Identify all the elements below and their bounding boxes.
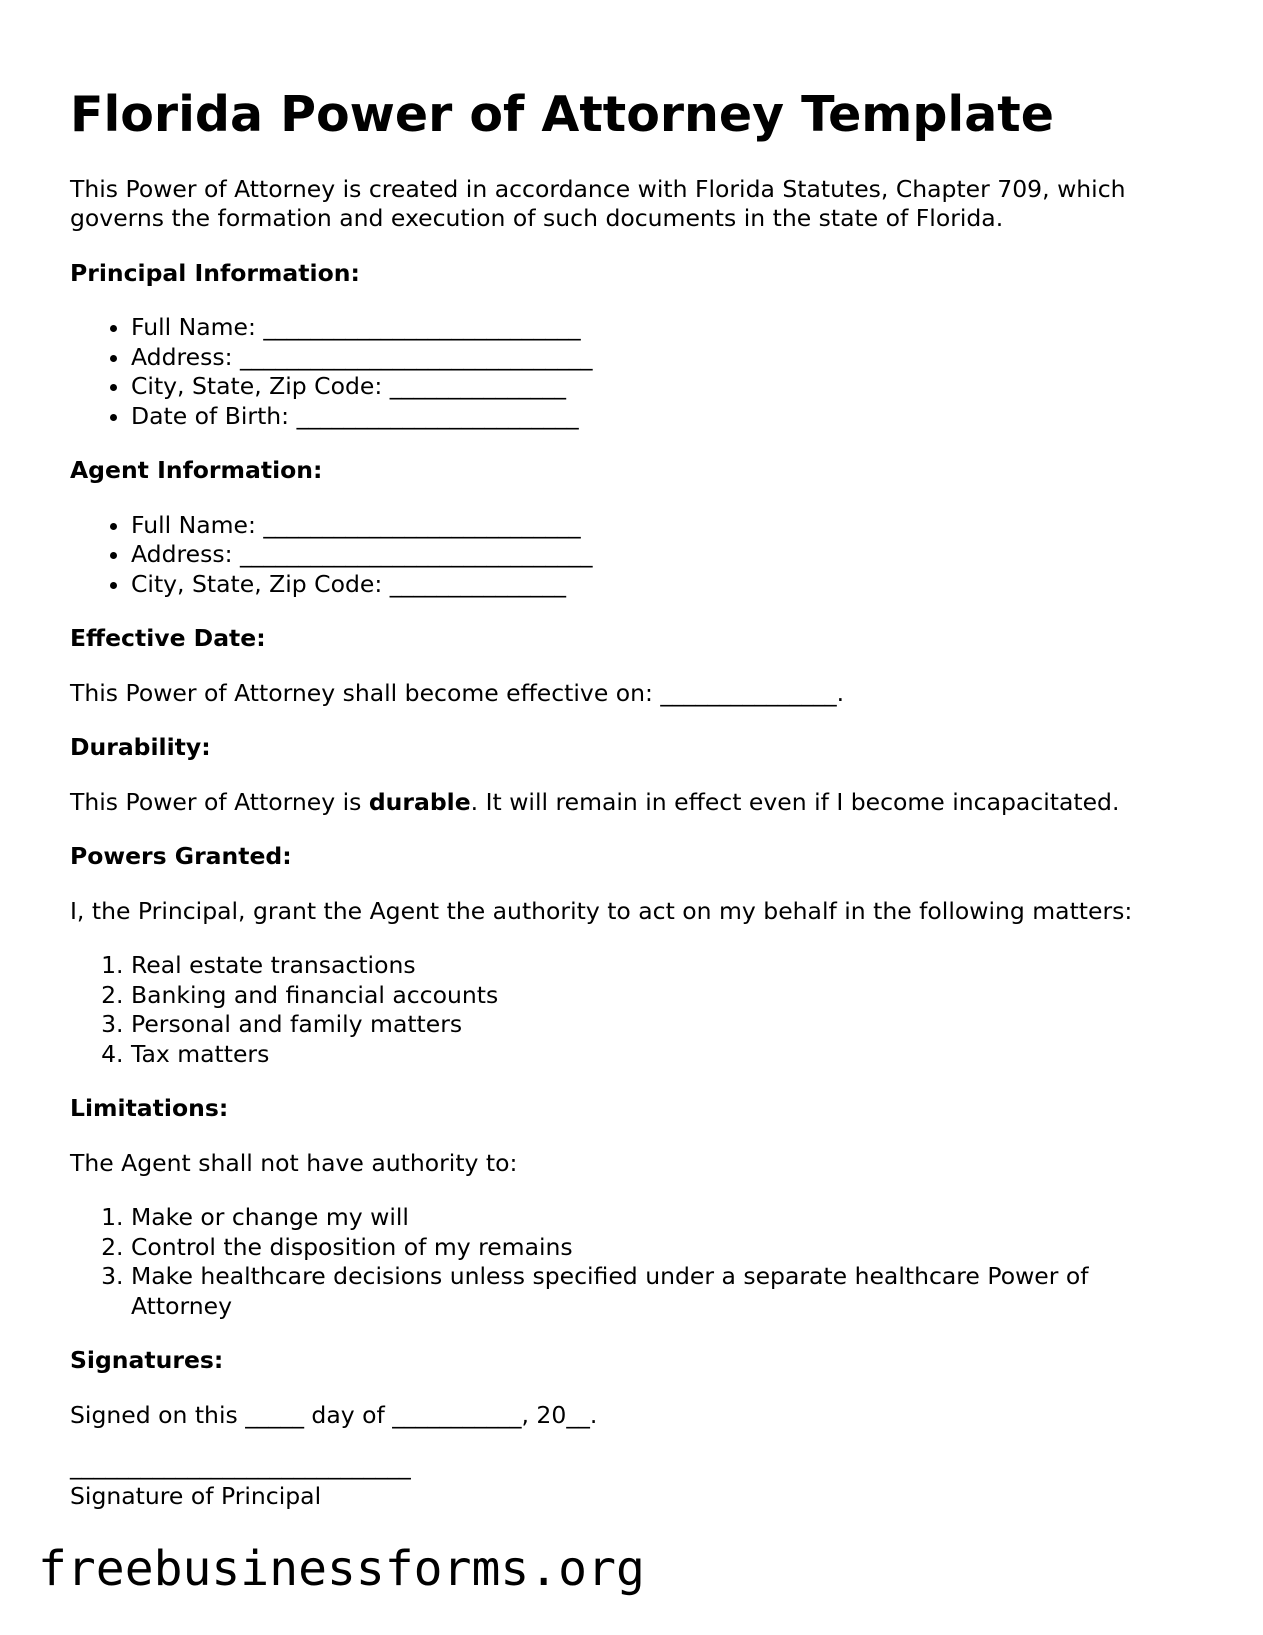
document-page — [70, 86, 1190, 1511]
principal-heading: Principal Information: — [70, 258, 360, 287]
durability-text — [70, 788, 1190, 818]
signature-label: Signature of Principal — [70, 1481, 322, 1510]
power-item: 2. Banking and financial accounts — [131, 981, 1190, 1011]
durability-text-after: . It will remain in effect even if I become incapacitated. — [470, 787, 1120, 816]
principal-list — [70, 313, 1190, 431]
limitations-list — [70, 1203, 1190, 1321]
limitation-item: 3. Make healthcare decisions unless specified under a separate healthcare Power of Attorney — [131, 1262, 1190, 1321]
principal-address: • Address: ______________________________ — [131, 343, 1190, 373]
power-item: 4. Tax matters — [131, 1040, 1190, 1070]
intro-paragraph: This Power of Attorney is created in accordance with Florida Statutes, Chapter 709, which governs the formation and execution of such documents in the state of Florida. — [70, 174, 1126, 233]
effective-date-text: This Power of Attorney shall become effective on: _______________. — [70, 678, 845, 707]
principal-city-state-zip: • City, State, Zip Code: _______________ — [131, 372, 1190, 402]
page-title: Florida Power of Attorney Template — [70, 86, 1054, 143]
signed-on-text: Signed on this _____ day of ___________, 20__. — [70, 1400, 598, 1429]
agent-heading: Agent Information: — [70, 456, 323, 485]
powers-list — [70, 951, 1190, 1069]
powers-intro: I, the Principal, grant the Agent the authority to act on my behalf in the following matters: — [70, 896, 1133, 925]
durability-heading: Durability: — [70, 733, 211, 762]
signatures-heading: Signatures: — [70, 1346, 224, 1375]
agent-list — [70, 511, 1190, 600]
watermark: freebusinessforms.org — [38, 1541, 645, 1597]
power-item: 1. Real estate transactions — [131, 951, 1190, 981]
limitation-item: 1. Make or change my will — [131, 1203, 1190, 1233]
limitations-intro: The Agent shall not have authority to: — [70, 1148, 518, 1177]
agent-address: • Address: ______________________________ — [131, 540, 1190, 570]
effective-date-heading: Effective Date: — [70, 624, 266, 653]
agent-city-state-zip: • City, State, Zip Code: _______________ — [131, 570, 1190, 600]
power-item: 3. Personal and family matters — [131, 1010, 1190, 1040]
durability-text-before: This Power of Attorney is — [70, 787, 369, 816]
principal-full-name: • Full Name: ___________________________ — [131, 313, 1190, 343]
signature-line: _____________________________ — [70, 1452, 411, 1481]
durability-text-bold: durable — [368, 787, 471, 816]
limitations-heading: Limitations: — [70, 1094, 229, 1123]
limitation-item: 2. Control the disposition of my remains — [131, 1233, 1190, 1263]
principal-date-of-birth: • Date of Birth: ________________________ — [131, 402, 1190, 432]
agent-full-name: • Full Name: ___________________________ — [131, 511, 1190, 541]
powers-heading: Powers Granted: — [70, 842, 292, 871]
